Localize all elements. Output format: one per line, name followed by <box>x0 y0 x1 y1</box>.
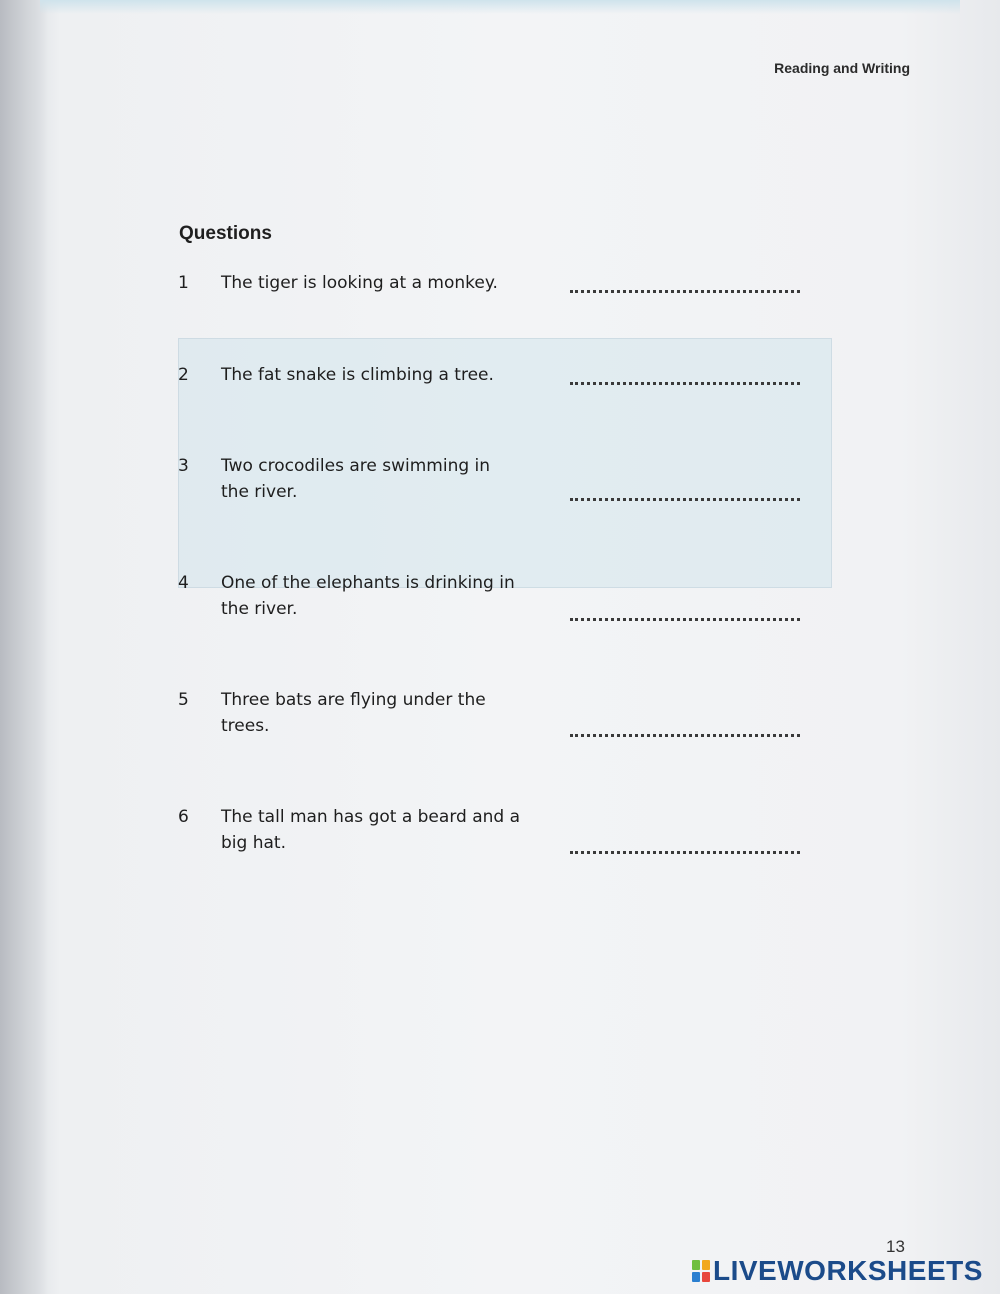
logo-square-icon <box>692 1272 700 1282</box>
question-text: The tiger is looking at a monkey. <box>221 273 498 293</box>
page-top-edge <box>40 0 960 14</box>
question-number: 2 <box>178 365 189 385</box>
answer-field-1[interactable] <box>570 290 800 293</box>
question-number: 5 <box>178 690 189 710</box>
page-binding-shadow <box>0 0 48 1294</box>
answer-field-6[interactable] <box>570 851 800 854</box>
question-text: The tall man has got a beard and a big hat. <box>221 807 521 853</box>
question-number: 6 <box>178 807 189 827</box>
liveworksheets-brand[interactable] <box>692 1255 983 1287</box>
liveworksheets-logo-icon <box>692 1260 710 1282</box>
question-number: 4 <box>178 573 189 593</box>
answer-field-5[interactable] <box>570 734 800 737</box>
questions-title: Questions <box>179 223 272 244</box>
question-number: 1 <box>178 273 189 293</box>
question-text: Two crocodiles are swimming in the river. <box>221 456 491 502</box>
section-header: Reading and Writing <box>774 60 910 76</box>
question-text: One of the elephants is drinking in the river. <box>221 573 515 619</box>
question-text: Three bats are flying under the trees. <box>221 690 486 736</box>
brand-text: LIVEWORKSHEETS <box>713 1255 983 1286</box>
logo-square-icon <box>702 1260 710 1270</box>
page-number: 13 <box>886 1237 905 1256</box>
answer-field-4[interactable] <box>570 618 800 621</box>
answer-field-3[interactable] <box>570 498 800 501</box>
logo-square-icon <box>692 1260 700 1270</box>
question-number: 3 <box>178 456 189 476</box>
logo-square-icon <box>702 1272 710 1282</box>
answer-field-2[interactable] <box>570 382 800 385</box>
question-text: The fat snake is climbing a tree. <box>221 365 494 385</box>
